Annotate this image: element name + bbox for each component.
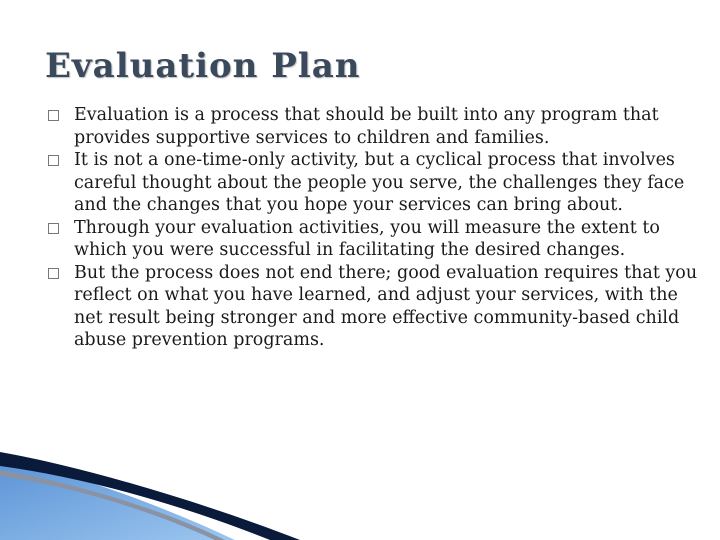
bullet-list [48,104,698,352]
checkbox-square-icon [48,268,59,279]
bullet-text: It is not a one-time-only activity, but a cyclical process that involves careful thought about the people you serve, the challenges they face and the changes that you hope your services can bring about. [74,150,685,215]
bullet-item [48,149,698,217]
checkbox-square-icon [48,155,59,166]
checkbox-square-icon [48,110,59,121]
bullet-item [48,104,698,149]
bullet-item [48,262,698,352]
checkbox-square-icon [48,223,59,234]
bullet-text: But the process does not end there; good evaluation requires that you reflect on what you have learned, and adjust your services, with the net result being stronger and more effective community-based child abuse prevention programs. [74,262,698,350]
bullet-text: Evaluation is a process that should be built into any program that provides supportive services to children and families. [74,105,659,148]
bullet-text: Through your evaluation activities, you will measure the extent to which you were successful in facilitating the desired changes. [74,217,660,260]
slide-title: Evaluation Plan [45,46,361,86]
bullet-item [48,217,698,262]
